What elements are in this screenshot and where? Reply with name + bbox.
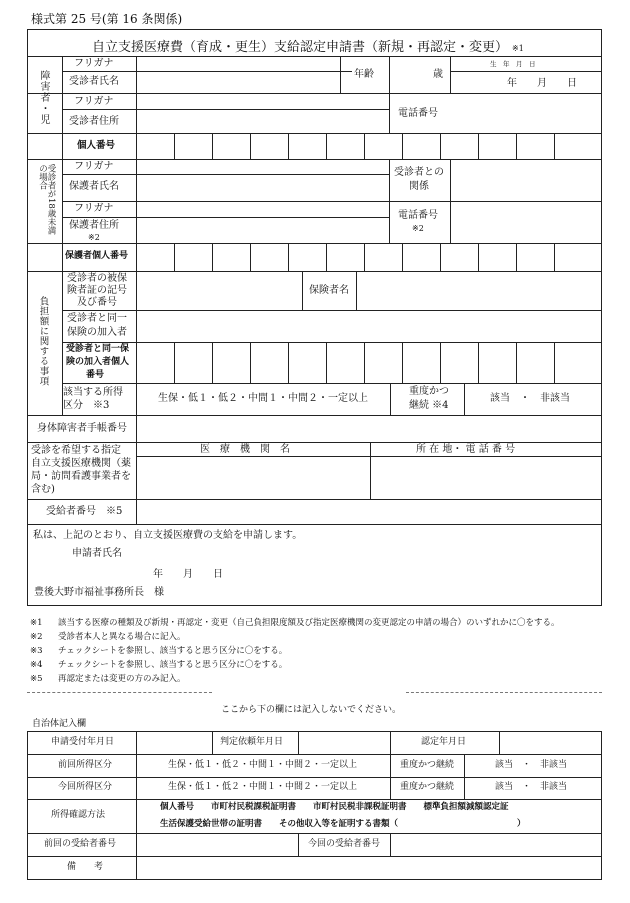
insured-label-1: 受診者の被保: [67, 273, 127, 284]
guardian-name-label: 保護者氏名: [69, 181, 119, 192]
curr-income-options[interactable]: 生保・低１・低２・中間１・中間２・一定以上: [168, 782, 358, 792]
institution-name-header: 医 療 機 関 名: [200, 444, 290, 455]
guardian-name-input[interactable]: [137, 175, 388, 200]
prev-severe-label: 重度かつ継続: [400, 760, 455, 770]
judge-date-label: 判定依頼年月日: [220, 737, 284, 747]
same-ins-num-label-3: 番号: [86, 370, 105, 380]
receipt-date-label: 申請受付年月日: [51, 737, 115, 747]
curr-income-label: 今回所得区分: [58, 782, 113, 792]
institution-label-4: 含む): [31, 484, 55, 495]
note-mark-3: ※3: [30, 646, 43, 656]
income-options[interactable]: 生保・低１・低２・中間１・中間２・一定以上: [158, 393, 368, 404]
income-label-2: 区分 ※3: [63, 400, 110, 411]
note-text-4: チェックシートを参照し、該当すると思う区分に〇をする。: [58, 660, 288, 670]
patient-furigana-label: フリガナ: [74, 58, 114, 69]
form-number: 様式第 25 号(第 16 条関係): [31, 12, 183, 26]
prev-severe-options[interactable]: 該当 ・ 非該当: [495, 760, 568, 770]
note-text-3: チェックシートを参照し、該当すると思う区分に〇をする。: [58, 646, 288, 656]
form-title: 自立支援医療費（育成・更生）支給認定申請書（新規・再認定・変更）: [92, 40, 509, 55]
patient-address-label: 受診者住所: [69, 116, 119, 127]
office-heading: 自治体記入欄: [32, 719, 87, 729]
patient-address-input[interactable]: [137, 110, 388, 132]
birth-date[interactable]: 年 月 日: [507, 78, 577, 89]
severe-label-1: 重度かつ: [409, 386, 449, 397]
prev-recipient-no-label: 前回の受給者番号: [44, 839, 117, 849]
institution-label-1: 受診を希望する指定: [31, 445, 121, 456]
age-label: 年齢: [354, 69, 374, 80]
addressee: 豊後大野市福祉事務所長 様: [34, 587, 164, 598]
section-patient: 障害者・児: [38, 70, 49, 125]
institution-label-2: 自立支援医療機関（薬: [31, 458, 131, 469]
guardian-phone-label: 電話番号: [398, 210, 438, 221]
curr-recipient-no-label: 今回の受給者番号: [308, 839, 381, 849]
patient-my-number-label: 個人番号: [77, 140, 116, 151]
institution-name-input[interactable]: [137, 457, 369, 498]
guardian-phone-note: ※2: [412, 224, 424, 233]
severe-options[interactable]: 該当 ・ 非該当: [490, 393, 570, 404]
note-mark-1: ※1: [30, 618, 43, 628]
divider-right: [406, 692, 602, 693]
note-text-5: 再認定または変更の方のみ記入。: [58, 674, 186, 684]
patient-phone-input[interactable]: [451, 94, 601, 132]
institution-address-input[interactable]: [371, 457, 601, 498]
guardian-address-note: ※2: [88, 233, 100, 242]
method-label: 所得確認方法: [51, 810, 106, 820]
applicant-name-label: 申請者氏名: [72, 548, 122, 559]
method-line-1[interactable]: 個人番号 市町村民税課税証明書 市町村民税非課税証明書 標準負担額減額認定証: [160, 802, 509, 812]
severe-label-2: 継続 ※4: [409, 400, 449, 411]
insurer-label: 保険者名: [309, 285, 349, 296]
income-label-1: 該当する所得: [63, 387, 123, 398]
disability-card-label: 身体障害者手帳番号: [37, 423, 127, 434]
divider-text: ここから下の欄には記入しないでください。: [221, 705, 402, 715]
guardian-address-input[interactable]: [137, 218, 388, 242]
guardian-address-furigana: フリガナ: [74, 203, 114, 214]
relation-label-1: 受診者との: [394, 167, 444, 178]
relation-label-2: 関係: [409, 181, 429, 192]
guardian-furigana-label: フリガナ: [74, 161, 114, 172]
age-unit: 歳: [433, 69, 443, 80]
insured-label-2: 険者証の記号: [67, 285, 127, 296]
note-mark-4: ※4: [30, 660, 43, 670]
patient-address-furigana: フリガナ: [74, 96, 114, 107]
same-ins-label-2: 保険の加入者: [67, 327, 127, 338]
remarks-label: 備 考: [67, 862, 104, 872]
divider-left: [27, 692, 212, 693]
patient-name-label: 受診者氏名: [69, 76, 119, 87]
prev-income-label: 前回所得区分: [58, 760, 113, 770]
same-ins-label-1: 受診者と同一: [67, 313, 127, 324]
birth-date-small: 生 年 月 日: [490, 60, 536, 68]
note-text-2: 受診者本人と異なる場合に記入。: [58, 632, 186, 642]
note-mark-5: ※5: [30, 674, 43, 684]
same-ins-num-label-1: 受診者と同一保: [66, 344, 130, 354]
method-line-2[interactable]: 生活保護受給世帯の証明書 その他収入等を証明する書類（ ）: [160, 819, 526, 829]
declaration-date[interactable]: 年 月 日: [153, 569, 223, 580]
prev-income-options[interactable]: 生保・低１・低２・中間１・中間２・一定以上: [168, 760, 358, 770]
title-note: ※1: [512, 44, 524, 53]
section-burden: 負担額に関する事項: [37, 296, 49, 386]
patient-phone-label: 電話番号: [398, 108, 438, 119]
patient-name-input[interactable]: [137, 72, 339, 92]
recipient-number-input[interactable]: [137, 500, 601, 523]
section-guardian: 受診者が18歳未満の場合: [37, 164, 56, 235]
disability-card-input[interactable]: [137, 416, 601, 441]
cert-date-label: 認定年月日: [421, 737, 467, 747]
note-text-1: 該当する医療の種類及び新規・再認定・変更（自己負担限度額及び指定医療機関の変更認定の申請の場合）のいずれかに〇をする。: [58, 618, 560, 628]
guardian-address-label: 保護者住所: [69, 220, 119, 231]
same-ins-num-label-2: 険の加入者個人: [66, 357, 130, 367]
curr-severe-options[interactable]: 該当 ・ 非該当: [495, 782, 568, 792]
guardian-my-number-label: 保護者個人番号: [65, 251, 129, 261]
insured-label-3: 及び番号: [77, 297, 117, 308]
institution-address-header: 所 在 地・ 電 話 番 号: [416, 444, 516, 455]
recipient-number-label: 受給者番号 ※5: [46, 506, 123, 517]
note-mark-2: ※2: [30, 632, 43, 642]
institution-label-3: 局・訪問看護事業者を: [31, 471, 131, 482]
curr-severe-label: 重度かつ継続: [400, 782, 455, 792]
declaration-text: 私は、上記のとおり、自立支援医療費の支給を申請します。: [33, 530, 303, 541]
